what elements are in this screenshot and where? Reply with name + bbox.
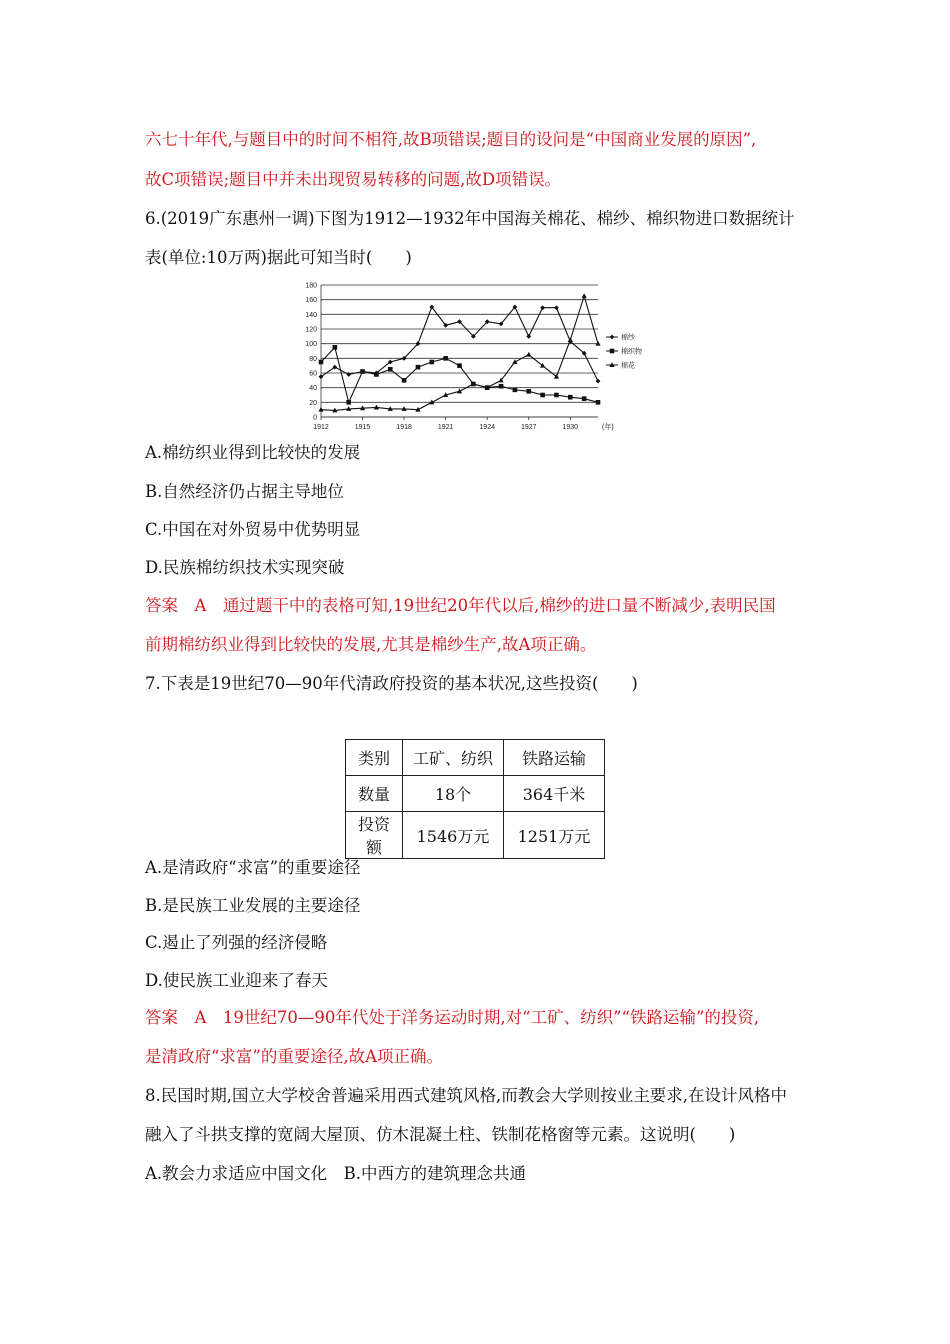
data-point-square [582,396,587,401]
question-8-stem: 融入了斗拱支撑的宽阔大屋顶、仿木混凝土柱、铁制花格窗等元素。这说明( ) [145,1125,736,1144]
option-a: A.是清政府“求富”的重要途径 [145,858,361,877]
x-tick-label: 1912 [313,424,329,431]
answer-6: 前期棉纺织业得到比较快的发展,尤其是棉纱生产,故A项正确。 [145,635,597,654]
table-cell: 类别 [346,740,403,776]
answer-7: 答案 A 19世纪70—90年代处于洋务运动时期,对“工矿、纺织”“铁路运输”的投资, [145,1008,760,1027]
data-point-diamond [526,334,531,339]
table-row [346,812,605,859]
data-point-square [416,365,421,370]
option-b: B.自然经济仍占据主导地位 [145,482,344,501]
question-8-stem: 8.民国时期,国立大学校舍普遍采用西式建筑风格,而教会大学则按业主要求,在设计风格中 [145,1086,787,1105]
y-tick-label: 20 [309,399,317,407]
answer-7: 是清政府“求富”的重要途径,故A项正确。 [145,1047,444,1066]
data-point-square [333,345,338,350]
data-point-diamond [540,305,545,310]
data-point-diamond [554,305,559,310]
table-cell: 铁路运输 [504,740,605,776]
legend-marker [610,335,615,340]
data-point-square [402,378,407,383]
y-tick-label: 40 [309,385,317,393]
data-point-square [554,393,559,398]
answer-line: 六七十年代,与题目中的时间不相符,故B项错误;题目的设问是“中国商业发展的原因”, [145,130,757,149]
x-tick-label: 1927 [520,424,537,431]
data-point-square [596,400,601,405]
data-point-square [346,400,351,405]
option-ab: A.教会力求适应中国文化 B.中西方的建筑理念共通 [145,1164,527,1183]
y-tick-label: 80 [309,355,317,363]
data-point-square [499,384,504,389]
y-tick-label: 120 [305,326,317,334]
legend-marker [610,349,615,354]
data-point-square [319,360,324,365]
y-tick-label: 60 [309,370,317,378]
table-row [346,776,605,812]
data-point-square [360,369,365,374]
data-point-square [568,395,573,400]
legend-label: 棉花 [621,361,635,370]
table-cell: 1251万元 [504,812,605,859]
option-b: B.是民族工业发展的主要途径 [145,896,361,915]
option-d: D.使民族工业迎来了春天 [145,971,328,990]
legend-label: 棉纱 [621,333,635,342]
y-tick-label: 160 [305,297,317,305]
investment-table [345,739,605,859]
data-point-square [540,393,545,398]
table-cell: 数量 [346,776,403,812]
x-tick-label: 1930 [562,424,579,431]
table-row [346,740,605,776]
option-a: A.棉纺织业得到比较快的发展 [145,443,361,462]
data-point-diamond [596,379,601,384]
data-point-square [457,363,462,368]
answer-line: 故C项错误;题目中并未出现贸易转移的问题,故D项错误。 [145,170,562,189]
x-unit-label: (年) [602,424,614,431]
table-cell: 投资额 [346,812,403,859]
y-tick-label: 0 [313,414,317,422]
legend-label: 棉织物 [621,347,642,356]
x-tick-label: 1915 [354,424,371,431]
option-c: C.中国在对外贸易中优势明显 [145,520,361,539]
data-point-square [513,388,518,393]
data-point-triangle [582,293,587,298]
x-tick-label: 1921 [437,424,454,431]
y-tick-label: 140 [305,311,317,319]
y-tick-label: 180 [305,282,317,290]
table-cell: 18个 [403,776,504,812]
option-c: C.遏止了列强的经济侵略 [145,933,328,952]
x-tick-label: 1918 [396,424,412,431]
question-6-stem: 6.(2019广东惠州一调)下图为1912—1932年中国海关棉花、棉纱、棉织物进口数据统计 [145,209,795,228]
data-point-square [374,372,379,377]
table-cell: 工矿、纺织 [403,740,504,776]
data-point-square [443,356,448,361]
answer-6: 答案 A 通过题干中的表格可知,19世纪20年代以后,棉纱的进口量不断减少,表明民国 [145,596,776,615]
data-point-square [430,360,435,365]
table-cell: 364千米 [504,776,605,812]
x-tick-label: 1924 [479,424,495,431]
data-point-square [526,389,531,394]
y-tick-label: 100 [305,341,317,349]
data-point-square [388,367,393,372]
question-7-stem: 7.下表是19世纪70—90年代清政府投资的基本状况,这些投资( ) [145,674,638,693]
import-line-chart [293,277,643,435]
option-d: D.民族棉纺织技术实现突破 [145,558,345,577]
table-cell: 1546万元 [403,812,504,859]
question-6-stem: 表(单位:10万两)据此可知当时( ) [145,248,412,267]
data-point-triangle [526,352,531,357]
